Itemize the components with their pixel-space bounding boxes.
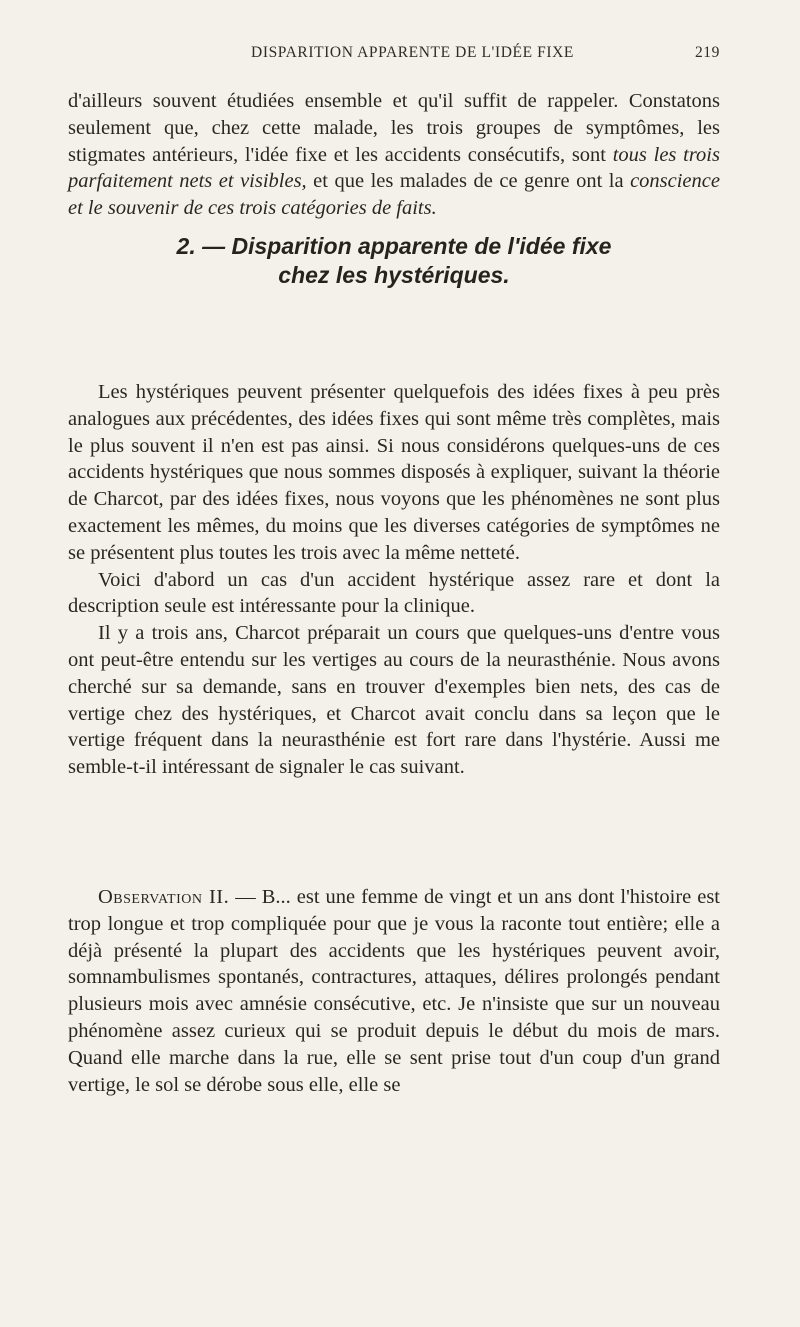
paragraph-2: Voici d'abord un cas d'un accident hystérique assez rare et dont la description seule est intéressante pour la clinique. bbox=[68, 568, 720, 618]
intro-text-2: et que les malades de ce genre ont la bbox=[306, 170, 631, 193]
section-heading-line-2: chez les hystériques. bbox=[278, 262, 510, 288]
body-paragraphs bbox=[68, 379, 720, 781]
paragraph-1: Les hystériques peuvent présenter quelquefois des idées fixes à peu près analogues aux précédentes, des idées fixes qui sont même très complètes, mais le plus souvent il n'en est pas ainsi. Si nous considérons quelques-uns de ces accidents hystériques que nous sommes disposés à expliquer, suivant la théorie de Charcot, par des idées fixes, nous voyons que les phénomènes ne sont plus exactement les mêmes, du moins que les diverses catégories de symptômes ne se présentent plus toutes les trois avec la même netteté. bbox=[68, 381, 720, 564]
running-head-title: DISPARITION APPARENTE DE L'IDÉE FIXE bbox=[251, 44, 574, 61]
section-heading-line-1: 2. — Disparition apparente de l'idée fixe bbox=[176, 233, 612, 259]
observation-text: — B... est une femme de vingt et un ans dont l'histoire est trop longue et trop compliquée pour que je vous la raconte tout entière; elle a déjà présenté la plupart des accidents que les hystériques peuvent avoir, somnambulismes spontanés, contractures, attaques, délires prolongés pendant plusieurs mois avec amnésie consécutive, etc. Je n'insiste que sur un nouveau phénomène assez curieux qui se produit depuis le début du mois de mars. Quand elle marche dans la rue, elle se sent prise tout d'un coup d'un grand vertige, le sol se dérobe sous elle, elle se bbox=[68, 886, 721, 1096]
observation-label: Observation II. bbox=[98, 886, 230, 908]
observation-paragraph bbox=[68, 884, 720, 1098]
section-heading bbox=[68, 232, 720, 290]
running-head bbox=[105, 44, 720, 68]
page-number: 219 bbox=[694, 44, 720, 61]
intro-paragraph bbox=[68, 88, 720, 222]
intro-text-1: d'ailleurs souvent étudiées ensemble et qu'il suffit de rappeler. Constatons seulement que, chez cette malade, les trois groupes de symptômes, les stigmates antérieurs, l'idée fixe et les accidents consécutifs, sont bbox=[68, 90, 720, 166]
paragraph-3: Il y a trois ans, Charcot préparait un cours que quelques-uns d'entre vous ont peut-être entendu sur les vertiges au cours de la neurasthénie. Nous avons cherché sur sa demande, sans en trouver d'exemples bien nets, des cas de vertige chez des hystériques, et Charcot avait conclu dans sa leçon que le vertige fréquent dans la neurasthénie est fort rare dans l'hystérie. Aussi me semble-t-il intéressant de signaler le cas suivant. bbox=[68, 622, 720, 779]
intro-italic-1: tous les trois parfaitement nets et visibles, bbox=[68, 143, 720, 193]
intro-italic-2: conscience et le souvenir de ces trois catégories de faits. bbox=[68, 170, 720, 220]
